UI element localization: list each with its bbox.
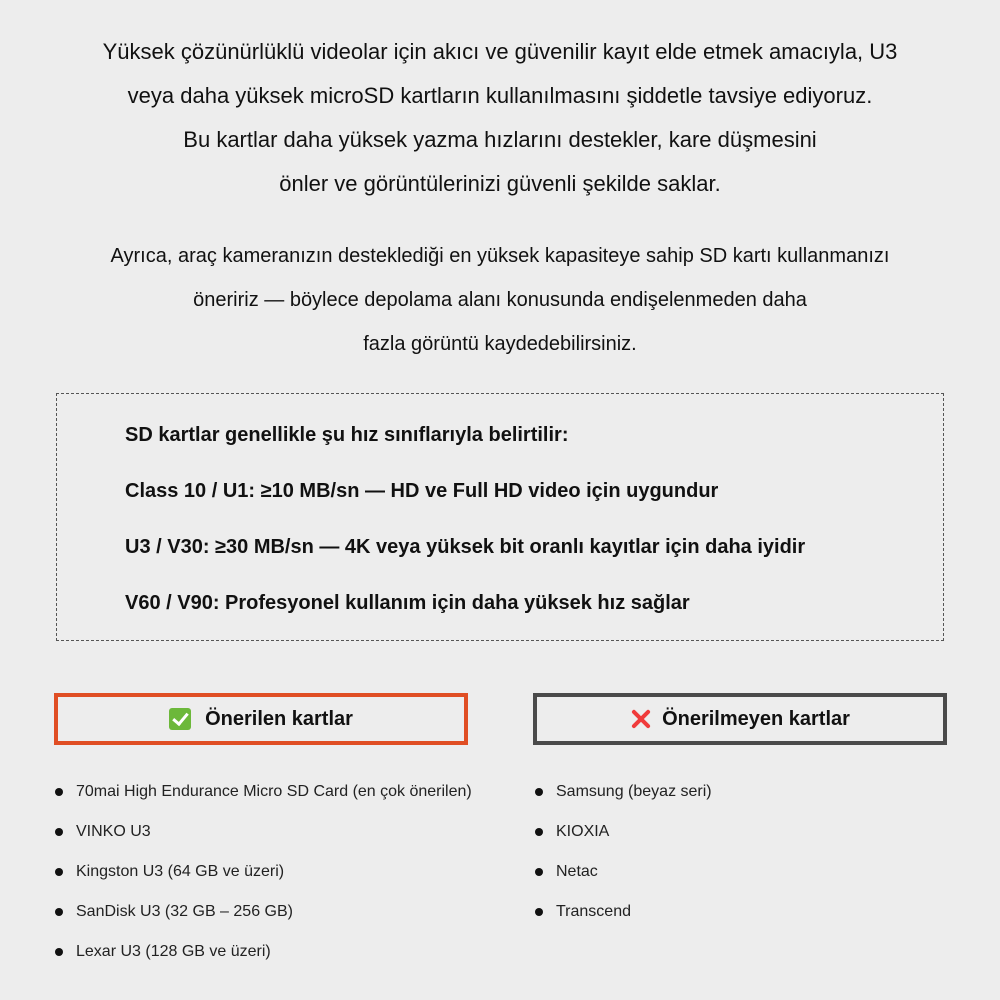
list-item-text: Samsung (beyaz seri) xyxy=(556,783,712,800)
bullet-icon xyxy=(535,908,543,916)
not-recommended-cards-list xyxy=(535,780,712,940)
list-item-text: VINKO U3 xyxy=(76,823,151,840)
bullet-icon xyxy=(55,868,63,876)
list-item xyxy=(535,780,712,820)
recommended-cards-title: Önerilen kartlar xyxy=(205,707,353,730)
capacity-note-paragraph xyxy=(0,234,1000,366)
list-item-text: Transcend xyxy=(556,903,631,920)
not-recommended-cards-title: Önerilmeyen kartlar xyxy=(662,707,850,730)
not-recommended-cards-header xyxy=(533,693,947,745)
list-item-text: Kingston U3 (64 GB ve üzeri) xyxy=(76,863,285,880)
list-item xyxy=(55,900,472,940)
speed-class-box xyxy=(56,393,944,641)
list-item-text: KIOXIA xyxy=(556,823,610,840)
cross-mark-icon xyxy=(630,708,652,730)
list-item xyxy=(55,940,472,980)
bullet-icon xyxy=(535,868,543,876)
recommended-cards-list xyxy=(55,780,472,980)
list-item xyxy=(535,860,712,900)
list-item xyxy=(55,780,472,820)
intro-paragraph xyxy=(0,30,1000,206)
bullet-icon xyxy=(535,828,543,836)
speed-class-item: U3 / V30: ≥30 MB/sn — 4K veya yüksek bit oranlı kayıtlar için daha iyidir xyxy=(125,536,806,558)
intro-line: önler ve görüntülerinizi güvenli şekilde saklar. xyxy=(279,171,721,196)
bullet-icon xyxy=(535,788,543,796)
list-item xyxy=(535,900,712,940)
speed-class-item: V60 / V90: Profesyonel kullanım için daha yüksek hız sağlar xyxy=(125,592,690,614)
list-item xyxy=(55,860,472,900)
recommended-cards-header xyxy=(54,693,468,745)
bullet-icon xyxy=(55,828,63,836)
list-item-text: SanDisk U3 (32 GB – 256 GB) xyxy=(76,903,293,920)
bullet-icon xyxy=(55,948,63,956)
bullet-icon xyxy=(55,908,63,916)
list-item-text: Netac xyxy=(556,863,598,880)
check-mark-icon xyxy=(169,708,191,730)
bullet-icon xyxy=(55,788,63,796)
intro-line: Bu kartlar daha yüksek yazma hızlarını destekler, kare düşmesini xyxy=(183,127,817,152)
list-item-text: Lexar U3 (128 GB ve üzeri) xyxy=(76,943,271,960)
note-line: fazla görüntü kaydedebilirsiniz. xyxy=(363,333,637,355)
note-line: öneririz — böylece depolama alanı konusunda endişelenmeden daha xyxy=(193,289,807,311)
list-item-text: 70mai High Endurance Micro SD Card (en çok önerilen) xyxy=(76,783,472,800)
list-item xyxy=(55,820,472,860)
intro-line: Yüksek çözünürlüklü videolar için akıcı ve güvenilir kayıt elde etmek amacıyla, U3 xyxy=(102,39,898,64)
intro-line: veya daha yüksek microSD kartların kullanılmasını şiddetle tavsiye ediyoruz. xyxy=(127,83,873,108)
speed-class-item: Class 10 / U1: ≥10 MB/sn — HD ve Full HD video için uygundur xyxy=(125,480,719,502)
note-line: Ayrıca, araç kameranızın desteklediği en yüksek kapasiteye sahip SD kartı kullanmanızı xyxy=(110,245,890,267)
list-item xyxy=(535,820,712,860)
speed-class-title: SD kartlar genellikle şu hız sınıflarıyla belirtilir: xyxy=(125,424,569,446)
